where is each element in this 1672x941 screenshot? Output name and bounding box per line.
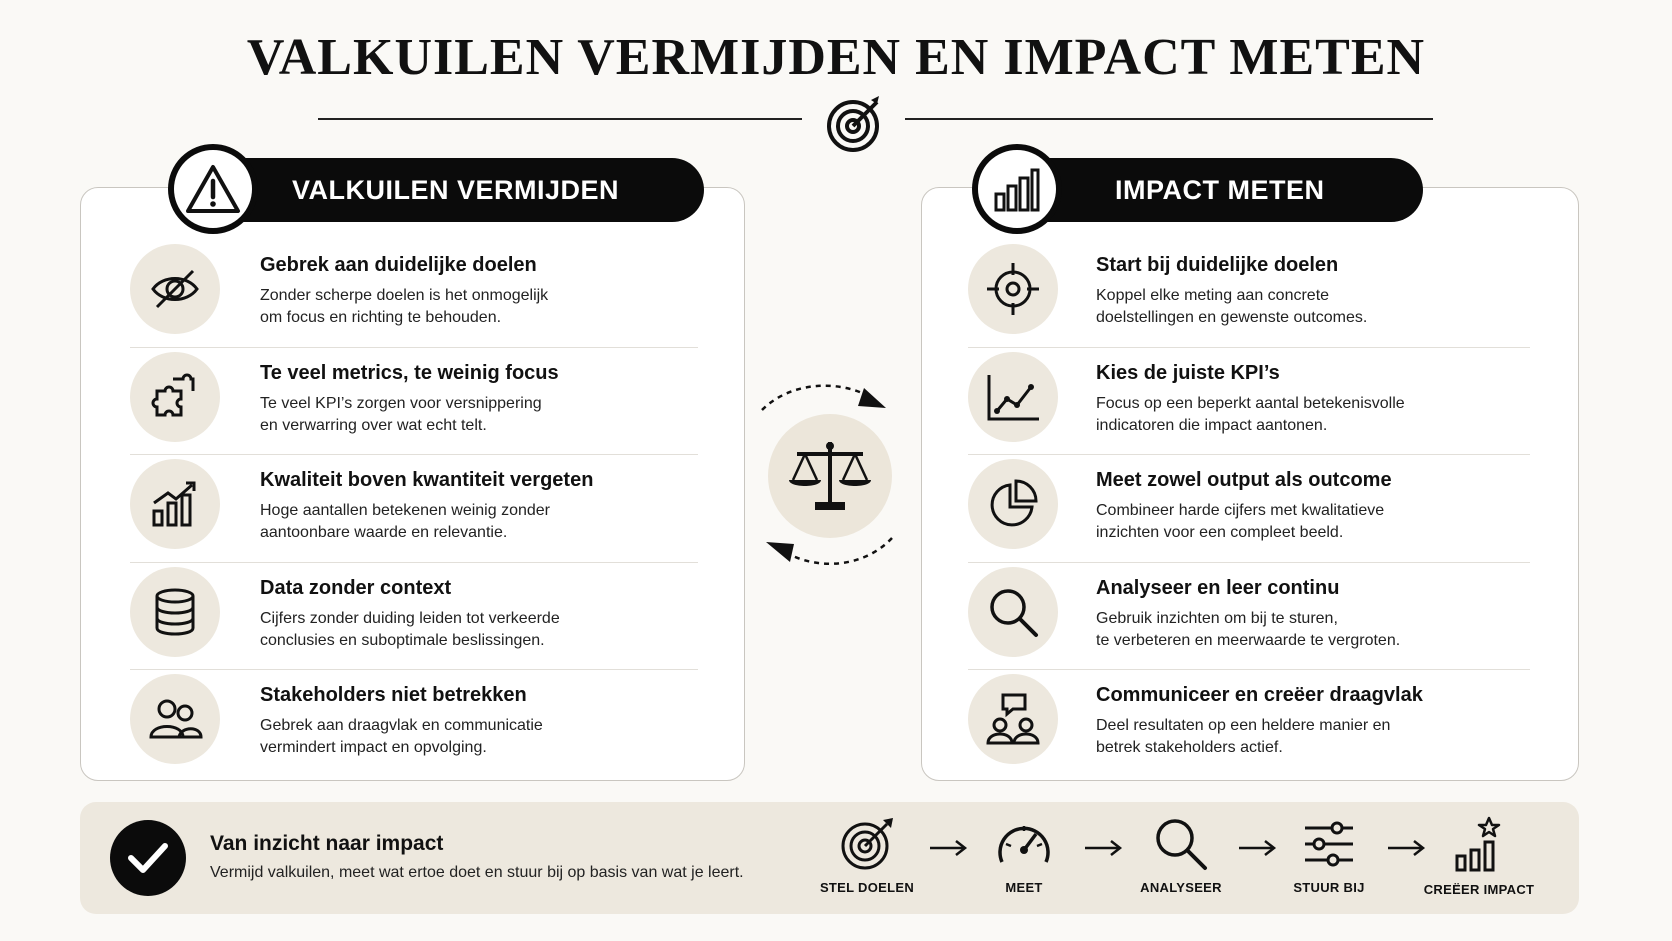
impact-heading-label: IMPACT METEN <box>1115 174 1325 205</box>
item-desc: Combineer harde cijfers met kwalitatieve inzichten voor een compleet beeld. <box>1096 502 1385 541</box>
list-item <box>130 240 698 348</box>
crosshair-icon <box>968 244 1058 334</box>
step-label: CREËER IMPACT <box>1423 882 1535 897</box>
bar-chart-icon <box>972 144 1062 234</box>
puzzle-icon <box>130 352 220 442</box>
item-title: Stakeholders niet betrekken <box>260 684 527 706</box>
step-label: ANALYSEER <box>1140 880 1222 895</box>
target-icon <box>823 92 887 156</box>
database-icon <box>130 567 220 657</box>
list-item <box>130 670 698 778</box>
list-item <box>968 348 1530 456</box>
item-desc: Gebrek aan draagvlak en communicatie vermindert impact en opvolging. <box>260 717 543 756</box>
item-title: Gebrek aan duidelijke doelen <box>260 254 537 276</box>
step-set-goals <box>802 816 932 895</box>
communication-icon <box>968 674 1058 764</box>
item-title: Communiceer en creëer draagvlak <box>1096 684 1423 706</box>
item-title: Start bij duidelijke doelen <box>1096 254 1339 276</box>
gauge-icon <box>994 816 1054 872</box>
target-icon <box>839 816 895 872</box>
step-label: STEL DOELEN <box>819 880 915 895</box>
item-desc: Hoge aantallen betekenen weinig zonder aantoonbare waarde en relevantie. <box>260 502 550 541</box>
pie-chart-icon <box>968 459 1058 549</box>
pitfalls-list <box>130 240 698 778</box>
line-chart-icon <box>968 352 1058 442</box>
scale-icon <box>768 414 892 538</box>
item-title: Kwaliteit boven kwantiteit vergeten <box>260 469 594 491</box>
item-title: Data zonder context <box>260 576 452 599</box>
item-title: Kies de juiste KPI’s <box>1096 361 1280 384</box>
title-divider-right <box>905 118 1433 120</box>
eye-off-icon <box>130 244 220 334</box>
item-desc: Zonder scherpe doelen is het onmogelijk om focus en richting te behouden. <box>260 287 549 326</box>
step-label: STUUR BIJ <box>1293 880 1365 895</box>
list-item <box>968 670 1530 778</box>
step-measure <box>959 816 1089 895</box>
page-title: VALKUILEN VERMIJDEN EN IMPACT METEN <box>246 29 1426 86</box>
impact-chart-icon <box>1451 816 1507 874</box>
users-icon <box>130 674 220 764</box>
step-label: MEET <box>1005 880 1043 895</box>
item-title: Analyseer en leer continu <box>1096 576 1340 599</box>
item-desc: Koppel elke meting aan concrete doelstellingen en gewenste outcomes. <box>1096 287 1368 326</box>
list-item <box>968 563 1530 671</box>
item-title: Te veel metrics, te weinig focus <box>260 361 559 384</box>
footer-desc: Vermijd valkuilen, meet wat ertoe doet en stuur bij op basis van wat je leert. <box>210 864 744 881</box>
item-desc: Cijfers zonder duiding leiden tot verkeerde conclusies en suboptimale beslissingen. <box>260 609 560 649</box>
growth-chart-icon <box>130 459 220 549</box>
footer-title: Van inzicht naar impact <box>210 832 444 855</box>
item-desc: Focus op een beperkt aantal betekenisvolle indicatoren die impact aantonen. <box>1096 394 1405 434</box>
title-divider-left <box>318 118 802 120</box>
search-icon <box>1153 816 1209 872</box>
item-desc: Te veel KPI’s zorgen voor versnippering en verwarring over wat echt telt. <box>260 394 542 434</box>
list-item <box>130 563 698 671</box>
list-item <box>968 455 1530 563</box>
list-item <box>968 240 1530 348</box>
checkmark-icon <box>110 820 186 896</box>
search-icon <box>968 567 1058 657</box>
step-analyse <box>1116 816 1246 895</box>
item-title: Meet zowel output als outcome <box>1096 469 1392 491</box>
item-desc: Deel resultaten op een heldere manier en betrek stakeholders actief. <box>1096 717 1391 756</box>
step-create-impact <box>1414 816 1544 897</box>
impact-list <box>968 240 1530 778</box>
pitfalls-heading-label: VALKUILEN VERMIJDEN <box>292 174 620 205</box>
step-adjust <box>1264 816 1394 895</box>
warning-icon <box>168 144 258 234</box>
list-item <box>130 348 698 456</box>
list-item <box>130 455 698 563</box>
item-desc: Gebruik inzichten om bij te sturen, te verbeteren en meerwaarde te vergroten. <box>1096 609 1401 649</box>
footer-banner <box>80 802 1579 914</box>
sliders-icon <box>1301 816 1357 872</box>
